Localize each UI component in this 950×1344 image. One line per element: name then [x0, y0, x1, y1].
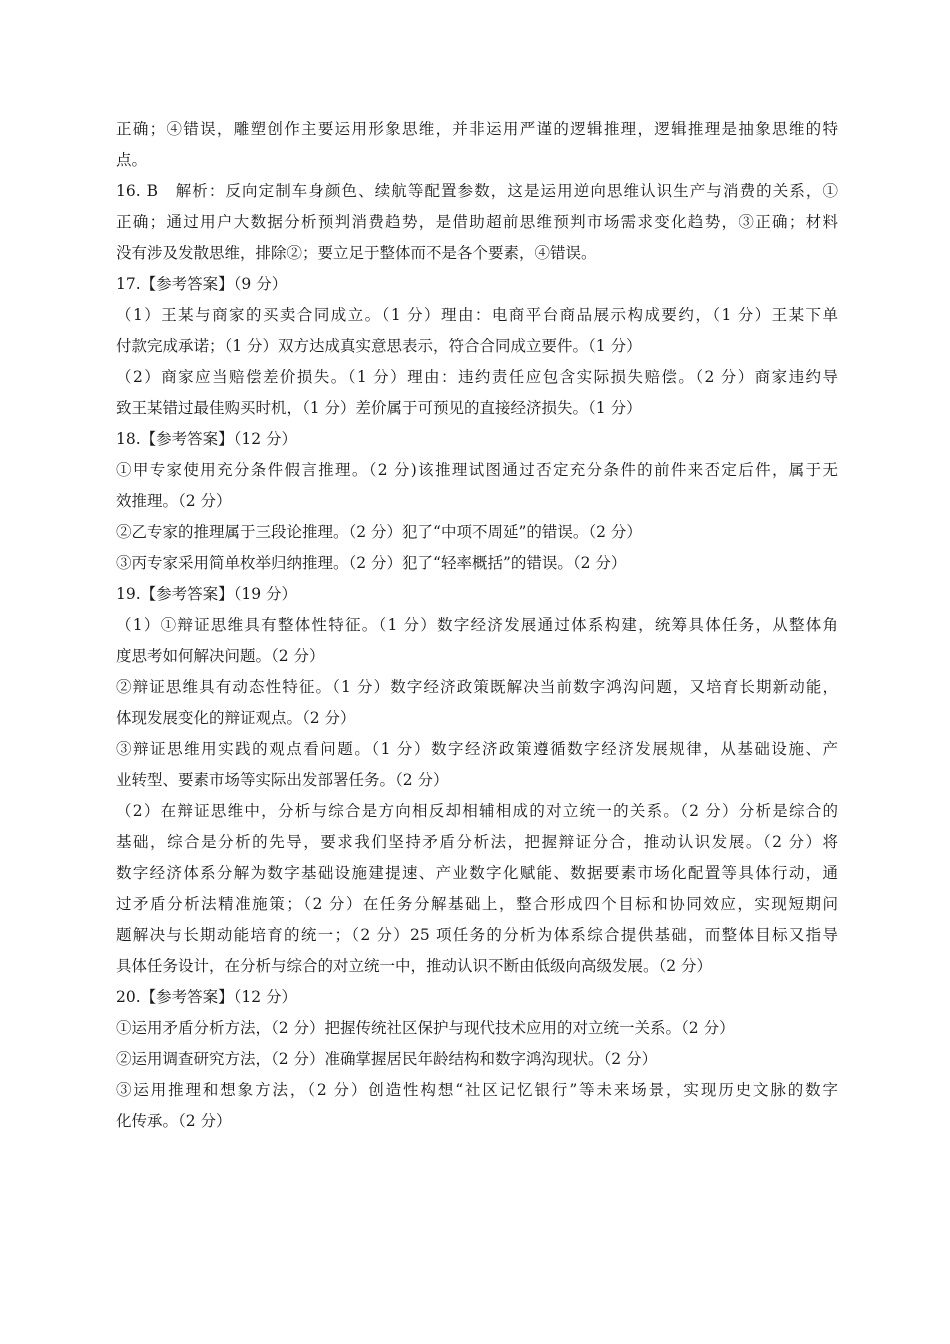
text-line: 17.【参考答案】（9 分） [116, 275, 288, 293]
answer-document [116, 114, 838, 1137]
text-line: ②辩证思维具有动态性特征。（1 分）数字经济政策既解决当前数字鸿沟问题，又培育长期新动能， [116, 678, 838, 696]
text-line: 业转型、要素市场等实际出发部署任务。（2 分） [116, 771, 449, 789]
text-line: 体现发展变化的辩证观点。（2 分） [116, 709, 356, 727]
text-line: 付款完成承诺；（1 分）双方达成真实意思表示，符合合同成立要件。（1 分） [116, 337, 642, 355]
text-line: 效推理。（2 分） [116, 492, 232, 510]
text-line: 题解决与长期动能培育的统一；（2 分）25 项任务的分析为体系综合提供基础，而整体目标又指导 [116, 926, 838, 944]
text-line: 数字经济体系分解为数字基础设施建提速、产业数字化赋能、数据要素市场化配置等具体行动，通 [116, 864, 838, 882]
text-line: 正确；④错误，雕塑创作主要运用形象思维，并非运用严谨的逻辑推理，逻辑推理是抽象思维的特 [116, 120, 838, 138]
text-line: 度思考如何解决问题。（2 分） [116, 647, 325, 665]
text-line: 19.【参考答案】（19 分） [116, 585, 298, 603]
text-line: 致王某错过最佳购买时机，（1 分）差价属于可预见的直接经济损失。（1 分） [116, 399, 642, 417]
text-line: 20.【参考答案】（12 分） [116, 988, 298, 1006]
text-line: ①甲专家使用充分条件假言推理。（2 分)该推理试图通过否定充分条件的前件来否定后件，属于无 [116, 461, 838, 479]
text-line: 点。 [116, 151, 148, 169]
text-line: ③丙专家采用简单枚举归纳推理。（2 分）犯了“轻率概括”的错误。（2 分） [116, 554, 627, 572]
text-line: 16. B 解析：反向定制车身颜色、续航等配置参数，这是运用逆向思维认识生产与消费的关系，① [116, 182, 838, 200]
text-line: （2）商家应当赔偿差价损失。（1 分）理由：违约责任应包含实际损失赔偿。（2 分）商家违约导 [116, 368, 838, 386]
text-line: （1）王某与商家的买卖合同成立。（1 分）理由：电商平台商品展示构成要约，（1 分）王某下单 [116, 306, 838, 324]
text-line: （1）①辩证思维具有整体性特征。（1 分）数字经济发展通过体系构建，统筹具体任务，从整体角 [116, 616, 838, 634]
text-line: 基础，综合是分析的先导，要求我们坚持矛盾分析法，把握辩证分合，推动认识发展。（2 分）将 [116, 833, 838, 851]
text-line: 没有涉及发散思维，排除②；要立足于整体而不是各个要素，④错误。 [116, 244, 597, 262]
text-line: ①运用矛盾分析方法，（2 分）把握传统社区保护与现代技术应用的对立统一关系。（2 分） [116, 1019, 735, 1037]
text-line: ②乙专家的推理属于三段论推理。（2 分）犯了“中项不周延”的错误。（2 分） [116, 523, 642, 541]
text-line: ②运用调查研究方法，（2 分）准确掌握居民年龄结构和数字鸿沟现状。（2 分） [116, 1050, 658, 1068]
text-line: 18.【参考答案】（12 分） [116, 430, 298, 448]
text-line: 过矛盾分析法精准施策；（2 分）在任务分解基础上，整合形成四个目标和协同效应，实现短期问 [116, 895, 838, 913]
text-line: （2）在辩证思维中，分析与综合是方向相反却相辅相成的对立统一的关系。（2 分）分析是综合的 [116, 802, 838, 820]
text-line: ③运用推理和想象方法，（2 分）创造性构想“社区记忆银行”等未来场景，实现历史文脉的数字 [116, 1081, 838, 1099]
text-line: 化传承。（2 分） [116, 1112, 232, 1130]
text-line: 具体任务设计，在分析与综合的对立统一中，推动认识不断由低级向高级发展。（2 分） [116, 957, 713, 975]
text-line: 正确；通过用户大数据分析预判消费趋势，是借助超前思维预判市场需求变化趋势，③正确；材料 [116, 213, 838, 231]
text-line: ③辩证思维用实践的观点看问题。（1 分）数字经济政策遵循数字经济发展规律，从基础设施、产 [116, 740, 838, 758]
